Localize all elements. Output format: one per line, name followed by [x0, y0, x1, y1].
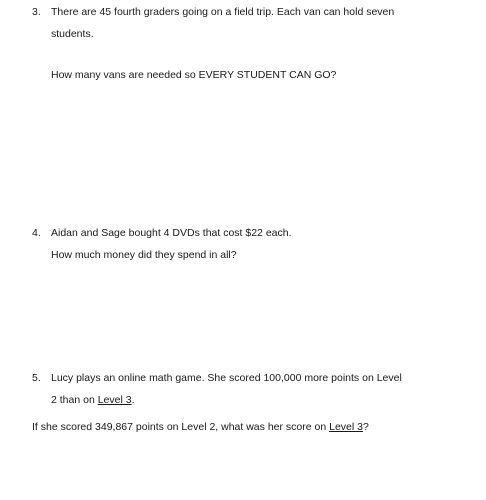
level-3-underlined-text: Level 3 [97, 394, 132, 406]
question-5-text: Lucy plays an online math game. She scored 100,000 more points on Level [51, 372, 402, 384]
question-4-text: Aidan and Sage bought 4 DVDs that cost $22 each. [51, 227, 292, 239]
question-4-line-1 [32, 226, 292, 240]
question-5-number: 5. [32, 372, 41, 384]
question-5-line-2-period: . [131, 394, 135, 406]
question-3-text: There are 45 fourth graders going on a field trip. Each van can hold seven [51, 6, 395, 18]
question-5-line-2-text: 2 than on [51, 394, 98, 406]
level-3-underlined-text-2: Level 3 [329, 421, 363, 433]
question-5-line-2 [51, 393, 135, 407]
question-4-number: 4. [32, 227, 41, 239]
question-5-ask-mark: ? [362, 421, 369, 433]
question-4-ask: How much money did they spend in all? [51, 249, 237, 261]
question-5-line-1 [32, 371, 402, 385]
question-3-number: 3. [32, 6, 41, 18]
question-5-ask-text: If she scored 349,867 points on Level 2, what was her score on [32, 421, 330, 433]
question-3-line-2: students. [51, 28, 94, 40]
question-3-ask: How many vans are needed so EVERY STUDENT CAN GO? [51, 69, 337, 81]
question-5-ask [32, 420, 369, 434]
question-3-line-1 [32, 5, 394, 19]
